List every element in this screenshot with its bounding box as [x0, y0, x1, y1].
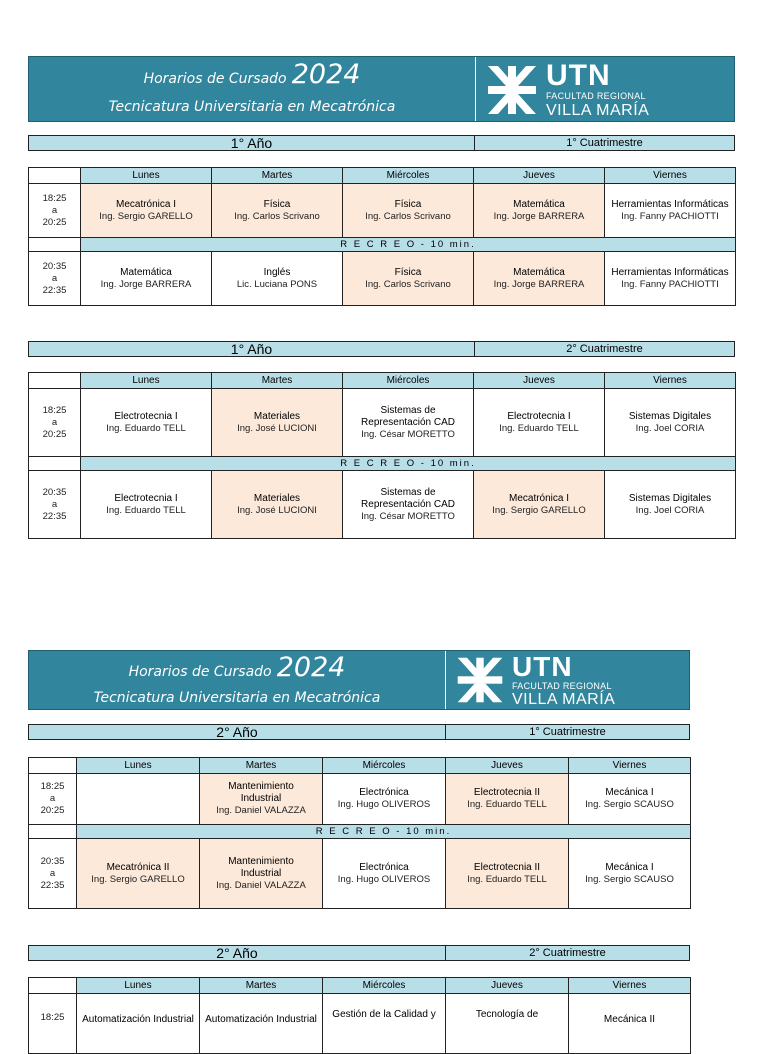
- time-slot-1: 18:25 a 20:25: [29, 774, 77, 825]
- year-bar-1c2: [28, 341, 735, 357]
- class-cell: Materiales Ing. José LUCIONI: [212, 389, 343, 457]
- year-label: 1° Año: [29, 342, 475, 356]
- class-cell: Electrotecnia II Ing. Eduardo TELL: [446, 839, 569, 909]
- day-lunes: Lunes: [77, 978, 200, 994]
- logo-faculty-text: FACULTAD REGIONAL: [546, 91, 646, 101]
- class-cell: Matemática Ing. Jorge BARRERA: [81, 252, 212, 306]
- time-slot-1: 18:25 a 20:25: [29, 389, 81, 457]
- utn-emblem-icon: [454, 654, 506, 706]
- day-header-row: [29, 978, 691, 994]
- day-viernes: Viernes: [605, 373, 736, 389]
- day-header-row: [29, 168, 736, 184]
- year-label: 1° Año: [29, 136, 475, 150]
- day-lunes: Lunes: [81, 168, 212, 184]
- banner-title: Horarios de Cursado 2024: [128, 652, 346, 683]
- day-jueves: Jueves: [474, 168, 605, 184]
- class-cell: Electrotecnia I Ing. Eduardo TELL: [81, 389, 212, 457]
- recreo-label: R E C R E O - 10 min.: [77, 825, 691, 839]
- class-cell: Electrónica Ing. Hugo OLIVEROS: [323, 774, 446, 825]
- class-cell: Física Ing. Carlos Scrivano: [212, 184, 343, 238]
- class-cell-empty: [77, 774, 200, 825]
- class-cell: Física Ing. Carlos Scrivano: [343, 184, 474, 238]
- utn-logo: [445, 651, 690, 709]
- class-cell: Inglés Lic. Luciana PONS: [212, 252, 343, 306]
- recreo-row: [29, 238, 736, 252]
- recreo-label: R E C R E O - 10 min.: [81, 238, 736, 252]
- schedule-table-2c1: [28, 757, 691, 909]
- class-cell: Gestión de la Calidad y: [323, 994, 446, 1054]
- class-cell: Mecatrónica II Ing. Sergio GARELLO: [77, 839, 200, 909]
- cuatrimestre-label: 1° Cuatrimestre: [529, 726, 606, 738]
- year-label: 2° Año: [29, 725, 446, 739]
- class-cell: Mecatrónica I Ing. Sergio GARELLO: [81, 184, 212, 238]
- class-cell: Física Ing. Carlos Scrivano: [343, 252, 474, 306]
- day-miercoles: Miércoles: [343, 168, 474, 184]
- time-slot-1: 18:25 a 20:25: [29, 184, 81, 238]
- utn-emblem-icon: [484, 62, 540, 118]
- day-jueves: Jueves: [474, 373, 605, 389]
- class-cell: Tecnología de: [446, 994, 569, 1054]
- class-cell: Sistemas Digitales Ing. Joel CORIA: [605, 471, 736, 539]
- year-bar-2c1: [28, 724, 690, 740]
- recreo-row: [29, 825, 691, 839]
- logo-city-text: VILLA MARÍA: [546, 102, 650, 119]
- class-cell: Mecánica I Ing. Sergio SCAUSO: [569, 839, 691, 909]
- table-row: [29, 471, 736, 539]
- cuatrimestre-label: 2° Cuatrimestre: [529, 947, 606, 959]
- class-cell: Mecánica I Ing. Sergio SCAUSO: [569, 774, 691, 825]
- table-row: [29, 184, 736, 238]
- table-row: [29, 774, 691, 825]
- day-lunes: Lunes: [77, 758, 200, 774]
- banner-subtitle: Tecnicatura Universitaria en Mecatrónica: [108, 99, 396, 115]
- header-banner-2: [28, 650, 690, 710]
- day-miercoles: Miércoles: [323, 978, 446, 994]
- class-cell: Herramientas Informáticas Ing. Fanny PACHIOTTI: [605, 184, 736, 238]
- cuatrimestre-label: 2° Cuatrimestre: [566, 343, 643, 355]
- logo-city-text: VILLA MARÍA: [512, 691, 616, 708]
- class-cell: Matemática Ing. Jorge BARRERA: [474, 252, 605, 306]
- day-viernes: Viernes: [569, 758, 691, 774]
- class-cell: Sistemas de Representación CAD Ing. César MORETTO: [343, 389, 474, 457]
- year-label: 2° Año: [29, 946, 446, 960]
- class-cell: Electrotecnia I Ing. Eduardo TELL: [474, 389, 605, 457]
- cuatrimestre-label: 1° Cuatrimestre: [566, 137, 643, 149]
- time-slot-2: 20:35 a 22:35: [29, 471, 81, 539]
- schedule-table-1c1: [28, 167, 736, 306]
- day-miercoles: Miércoles: [343, 373, 474, 389]
- utn-logo: [475, 57, 735, 121]
- day-martes: Martes: [212, 373, 343, 389]
- schedule-table-2c2: [28, 977, 691, 1054]
- day-viernes: Viernes: [605, 168, 736, 184]
- header-banner-1: [28, 56, 735, 122]
- day-viernes: Viernes: [569, 978, 691, 994]
- class-cell: Electrotecnia II Ing. Eduardo TELL: [446, 774, 569, 825]
- schedule-table-1c2: [28, 372, 736, 539]
- class-cell: Mantenimiento Industrial Ing. Daniel VALAZZA: [200, 839, 323, 909]
- class-cell: Materiales Ing. José LUCIONI: [212, 471, 343, 539]
- day-martes: Martes: [212, 168, 343, 184]
- class-cell: Sistemas de Representación CAD Ing. César MORETTO: [343, 471, 474, 539]
- table-row: [29, 839, 691, 909]
- time-slot-1: 18:25: [29, 994, 77, 1054]
- table-row: [29, 389, 736, 457]
- recreo-row: [29, 457, 736, 471]
- class-cell: Automatización Industrial: [200, 994, 323, 1054]
- recreo-label: R E C R E O - 10 min.: [81, 457, 736, 471]
- banner-subtitle: Tecnicatura Universitaria en Mecatrónica: [93, 690, 381, 706]
- year-bar-1c1: [28, 135, 735, 151]
- class-cell: Electrotecnia I Ing. Eduardo TELL: [81, 471, 212, 539]
- class-cell: Mantenimiento Industrial Ing. Daniel VALAZZA: [200, 774, 323, 825]
- time-slot-2: 20:35 a 22:35: [29, 252, 81, 306]
- time-slot-2: 20:35 a 22:35: [29, 839, 77, 909]
- day-martes: Martes: [200, 758, 323, 774]
- class-cell: Automatización Industrial: [77, 994, 200, 1054]
- class-cell: Electrónica Ing. Hugo OLIVEROS: [323, 839, 446, 909]
- class-cell: Sistemas Digitales Ing. Joel CORIA: [605, 389, 736, 457]
- class-cell: Mecánica II: [569, 994, 691, 1054]
- day-lunes: Lunes: [81, 373, 212, 389]
- day-martes: Martes: [200, 978, 323, 994]
- logo-faculty-text: FACULTAD REGIONAL: [512, 681, 612, 691]
- day-jueves: Jueves: [446, 978, 569, 994]
- logo-utn-text: UTN: [512, 651, 573, 682]
- logo-utn-text: UTN: [546, 59, 611, 92]
- class-cell: Matemática Ing. Jorge BARRERA: [474, 184, 605, 238]
- class-cell: Herramientas Informáticas Ing. Fanny PACHIOTTI: [605, 252, 736, 306]
- table-row: [29, 252, 736, 306]
- day-miercoles: Miércoles: [323, 758, 446, 774]
- day-header-row: [29, 758, 691, 774]
- year-bar-2c2: [28, 945, 690, 961]
- day-header-row: [29, 373, 736, 389]
- banner-title: Horarios de Cursado 2024: [143, 59, 361, 90]
- day-jueves: Jueves: [446, 758, 569, 774]
- class-cell: Mecatrónica I Ing. Sergio GARELLO: [474, 471, 605, 539]
